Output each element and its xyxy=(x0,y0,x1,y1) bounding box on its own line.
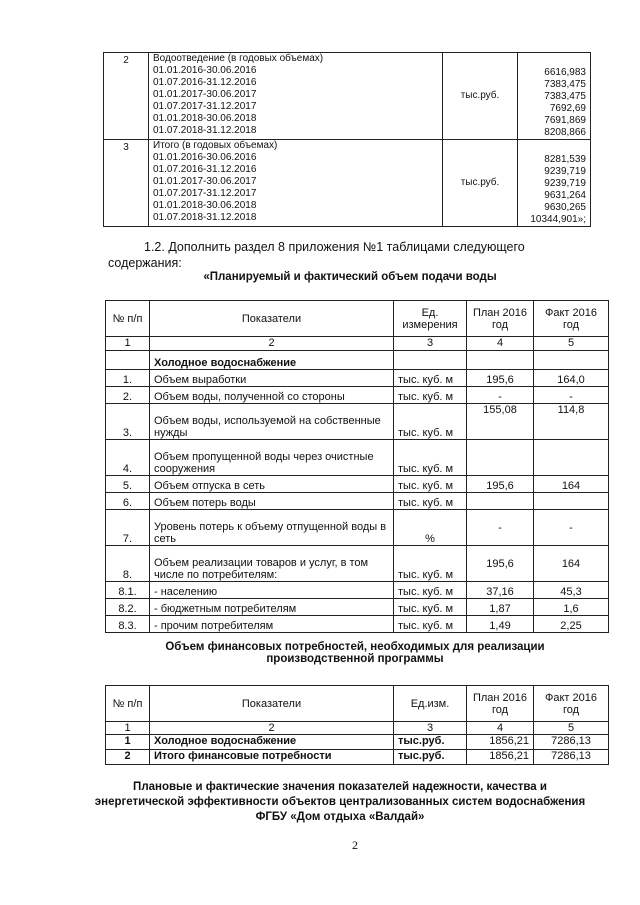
section-title: Холодное водоснабжение xyxy=(150,351,394,370)
column-number-row: 1 2 3 4 5 xyxy=(106,722,609,735)
table-row: 8.3. - прочим потребителям тыс. куб. м 1,49 2,25 xyxy=(106,616,609,633)
table-row: 2. Объем воды, полученной со стороны тыс. куб. м - - xyxy=(106,387,609,404)
row-number: 2 xyxy=(104,53,149,140)
table-row xyxy=(104,53,591,140)
column-number-row: 1 2 3 4 5 xyxy=(106,337,609,351)
row-unit: тыс.руб. xyxy=(443,140,518,227)
table-row: 6. Объем потерь воды тыс. куб. м xyxy=(106,493,609,510)
table-row: 2 Итого финансовые потребности тыс.руб. 1856,21 7286,13 xyxy=(106,750,609,765)
header-cell: Ед.изм. xyxy=(394,686,467,722)
row-description: Водоотведение (в годовых объемах) 01.01.2016-30.06.2016 01.07.2016-31.12.2016 01.01.2017-30.06.2017 01.07.2017-31.12.2017 01.01.2018-30.06.2018 01.07.2018-31.12.2018 xyxy=(149,53,443,140)
header-cell: Факт 2016 год xyxy=(534,686,609,722)
header-cell: № п/п xyxy=(106,686,150,722)
finance-table xyxy=(105,685,609,765)
header-cell: Ед. измерения xyxy=(394,301,467,337)
table-row: 4. Объем пропущенной воды через очистные сооружения тыс. куб. м xyxy=(106,440,609,476)
water-supply-table xyxy=(105,300,609,633)
table-row: 8. Объем реализации товаров и услуг, в том числе по потребителям: тыс. куб. м 195,6 164 xyxy=(106,546,609,582)
header-cell: № п/п xyxy=(106,301,150,337)
table-row: 1 Холодное водоснабжение тыс.руб. 1856,21 7286,13 xyxy=(106,735,609,750)
section-row xyxy=(106,351,609,370)
table-row xyxy=(104,140,591,227)
header-cell: Факт 2016 год xyxy=(534,301,609,337)
top-tariff-table xyxy=(103,52,591,227)
header-cell: Показатели xyxy=(150,686,394,722)
table-row: 8.1. - населению тыс. куб. м 37,16 45,3 xyxy=(106,582,609,599)
header-cell: План 2016 год xyxy=(467,301,534,337)
table-header-row xyxy=(106,301,609,337)
header-cell: Показатели xyxy=(150,301,394,337)
closing-title: Плановые и фактические значения показателей надежности, качества и энергетической эффективности объектов централизованных систем водоснабжения ФГБУ «Дом отдыха «Валдай» xyxy=(94,781,586,823)
table-row: 3. Объем воды, используемой на собственные нужды тыс. куб. м 155,08 114,8 xyxy=(106,404,609,440)
paragraph-1-2: 1.2. Дополнить раздел 8 приложения №1 таблицами следующего содержания: xyxy=(108,240,525,270)
table-row: 8.2. - бюджетным потребителям тыс. куб. м 1,87 1,6 xyxy=(106,599,609,616)
row-values: 6616,983 7383,475 7383,475 7692,69 7691,869 8208,866 xyxy=(518,53,591,140)
row-number: 3 xyxy=(104,140,149,227)
row-values: 8281,539 9239,719 9239,719 9631,264 9630,265 10344,901»; xyxy=(518,140,591,227)
finance-table-title: Объем финансовых потребностей, необходимых для реализации производственной программы xyxy=(165,641,545,665)
row-description: Итого (в годовых объемах) 01.01.2016-30.06.2016 01.07.2016-31.12.2016 01.01.2017-30.06.2017 01.07.2017-31.12.2017 01.01.2018-30.06.2018 01.07.2018-31.12.2018 xyxy=(149,140,443,227)
table-header-row xyxy=(106,686,609,722)
row-unit: тыс.руб. xyxy=(443,53,518,140)
table-row: 5. Объем отпуска в сеть тыс. куб. м 195,6 164 xyxy=(106,476,609,493)
water-table-title: «Планируемый и фактический объем подачи воды xyxy=(203,271,497,283)
header-cell: План 2016 год xyxy=(467,686,534,722)
table-row: 7. Уровень потерь к объему отпущенной воды в сеть % - - xyxy=(106,510,609,546)
table-row: 1. Объем выработки тыс. куб. м 195,6 164,0 xyxy=(106,370,609,387)
page-number: 2 xyxy=(352,838,358,852)
